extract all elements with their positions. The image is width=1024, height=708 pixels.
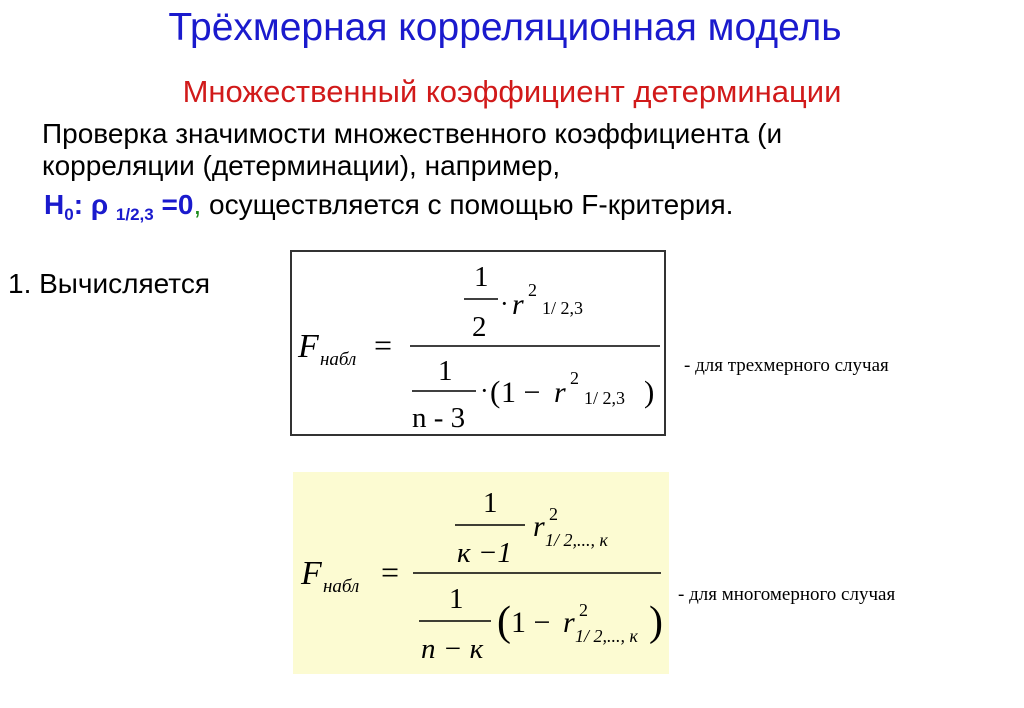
formula-multi-note: - для многомерного случая bbox=[678, 584, 896, 605]
formula-3d-svg bbox=[292, 252, 664, 434]
hypothesis-colon: : bbox=[73, 189, 84, 220]
f2-den-one-minus: 1 − bbox=[511, 606, 551, 639]
intro-line-2: корреляции (детерминации), например, bbox=[42, 150, 561, 181]
formula-box-multi bbox=[293, 472, 669, 674]
f1-den-paren-open: ( bbox=[490, 374, 501, 409]
f1-den-r: r bbox=[554, 376, 566, 409]
f1-equals: = bbox=[374, 327, 393, 363]
f2-num-r: r bbox=[533, 510, 545, 543]
f2-den-paren-close: ) bbox=[649, 599, 663, 645]
f1-num-frac-den: 2 bbox=[472, 311, 487, 343]
hypothesis-h: H bbox=[44, 189, 65, 220]
f2-num-frac-num: 1 bbox=[483, 487, 498, 519]
hypothesis-rest: осуществляется с помощью F-критерия. bbox=[209, 189, 734, 220]
f2-den-frac-den: n − к bbox=[421, 633, 484, 665]
f2-F-sub: набл bbox=[323, 576, 360, 597]
slide-title: Трёхмерная корреляционная модель bbox=[168, 6, 842, 49]
f2-equals: = bbox=[381, 554, 400, 590]
f1-den-one-minus: 1 − bbox=[501, 376, 541, 409]
intro-line-1: Проверка значимости множественного коэффициента (и bbox=[42, 118, 783, 149]
formula-multi-svg bbox=[293, 472, 669, 674]
hypothesis-eq-zero: =0 bbox=[161, 189, 194, 220]
f1-F-sub: набл bbox=[320, 349, 357, 370]
f2-den-paren-open: ( bbox=[497, 599, 511, 645]
f1-den-paren-close: ) bbox=[644, 374, 655, 409]
f2-num-r-sup: 2 bbox=[549, 504, 558, 524]
f1-den-frac-den: n - 3 bbox=[412, 402, 466, 434]
f1-num-frac-num: 1 bbox=[474, 261, 489, 293]
hypothesis-h-sub: 0 bbox=[64, 205, 74, 224]
f1-F: F bbox=[298, 328, 319, 365]
f2-F: F bbox=[301, 555, 322, 592]
f1-den-dot: · bbox=[480, 376, 489, 405]
step-label: 1. Вычисляется bbox=[8, 268, 210, 299]
f1-den-r-sub: 1/ 2,3 bbox=[584, 388, 626, 408]
f1-num-r-sub: 1/ 2,3 bbox=[542, 298, 584, 318]
hypothesis-comma: , bbox=[193, 189, 202, 220]
hypothesis-rho: ρ bbox=[90, 189, 109, 220]
f1-den-r-sup: 2 bbox=[570, 368, 579, 388]
f2-den-r-sup: 2 bbox=[579, 600, 588, 620]
formula-3d-note: - для трехмерного случая bbox=[684, 355, 889, 376]
slide-subtitle: Множественный коэффициент детерминации bbox=[182, 74, 842, 109]
f1-num-dot: · bbox=[500, 289, 509, 318]
f1-num-r-sup: 2 bbox=[528, 280, 537, 300]
f2-num-frac-den: к −1 bbox=[457, 537, 512, 569]
f2-num-r-sub: 1/ 2,..., к bbox=[545, 530, 608, 550]
f2-den-frac-num: 1 bbox=[449, 583, 464, 615]
hypothesis-rho-sub: 1/2,3 bbox=[115, 205, 154, 224]
formula-box-3d bbox=[290, 250, 666, 436]
hypothesis-line bbox=[44, 189, 733, 225]
f2-den-r-sub: 1/ 2,..., к bbox=[575, 626, 638, 646]
f2-den-r: r bbox=[563, 606, 575, 639]
f1-den-frac-num: 1 bbox=[438, 355, 453, 387]
f1-num-r: r bbox=[512, 288, 524, 321]
